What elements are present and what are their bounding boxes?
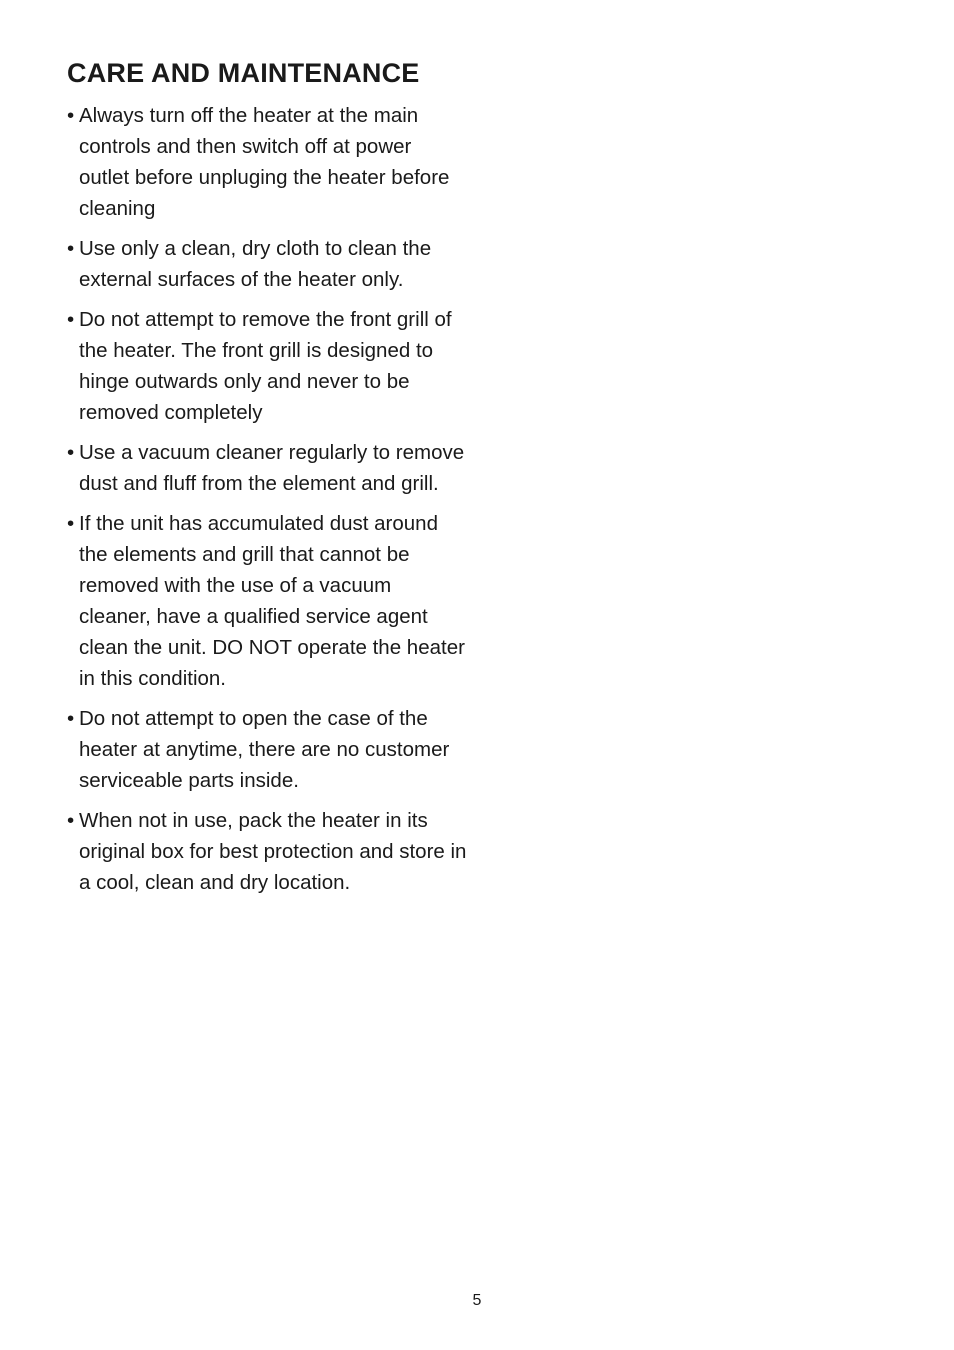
list-item-text: If the unit has accumulated dust around the elements and grill that cannot be removed with the use of a vacuum cleaner, have a qualified service agent clean the unit. DO NOT operate the heater in this condition. (79, 512, 465, 690)
list-item (67, 100, 467, 224)
page-number: 5 (472, 1292, 482, 1309)
list-item-text: Always turn off the heater at the main controls and then switch off at power outlet before unpluging the heater before cleaning (79, 104, 450, 220)
list-item (67, 233, 467, 295)
bullet-icon: • (67, 809, 75, 832)
list-item (67, 437, 467, 499)
list-item-text: Use a vacuum cleaner regularly to remove dust and fluff from the element and grill. (79, 441, 465, 495)
maintenance-list (67, 100, 467, 907)
list-item-text: Use only a clean, dry cloth to clean the external surfaces of the heater only. (79, 237, 432, 291)
bullet-icon: • (67, 104, 75, 127)
list-item (67, 805, 467, 898)
list-item-text: Do not attempt to remove the front grill of the heater. The front grill is designed to hinge outwards only and never to be removed completely (79, 308, 452, 424)
list-item (67, 703, 467, 796)
list-item-text: When not in use, pack the heater in its original box for best protection and store in a cool, clean and dry location. (79, 809, 467, 894)
bullet-icon: • (67, 707, 75, 730)
list-item (67, 508, 467, 694)
bullet-icon: • (67, 441, 75, 464)
list-item-text: Do not attempt to open the case of the heater at anytime, there are no customer serviceable parts inside. (79, 707, 450, 792)
bullet-icon: • (67, 308, 75, 331)
bullet-icon: • (67, 237, 75, 260)
list-item (67, 304, 467, 428)
section-heading: CARE AND MAINTENANCE (67, 58, 420, 88)
bullet-icon: • (67, 512, 75, 535)
